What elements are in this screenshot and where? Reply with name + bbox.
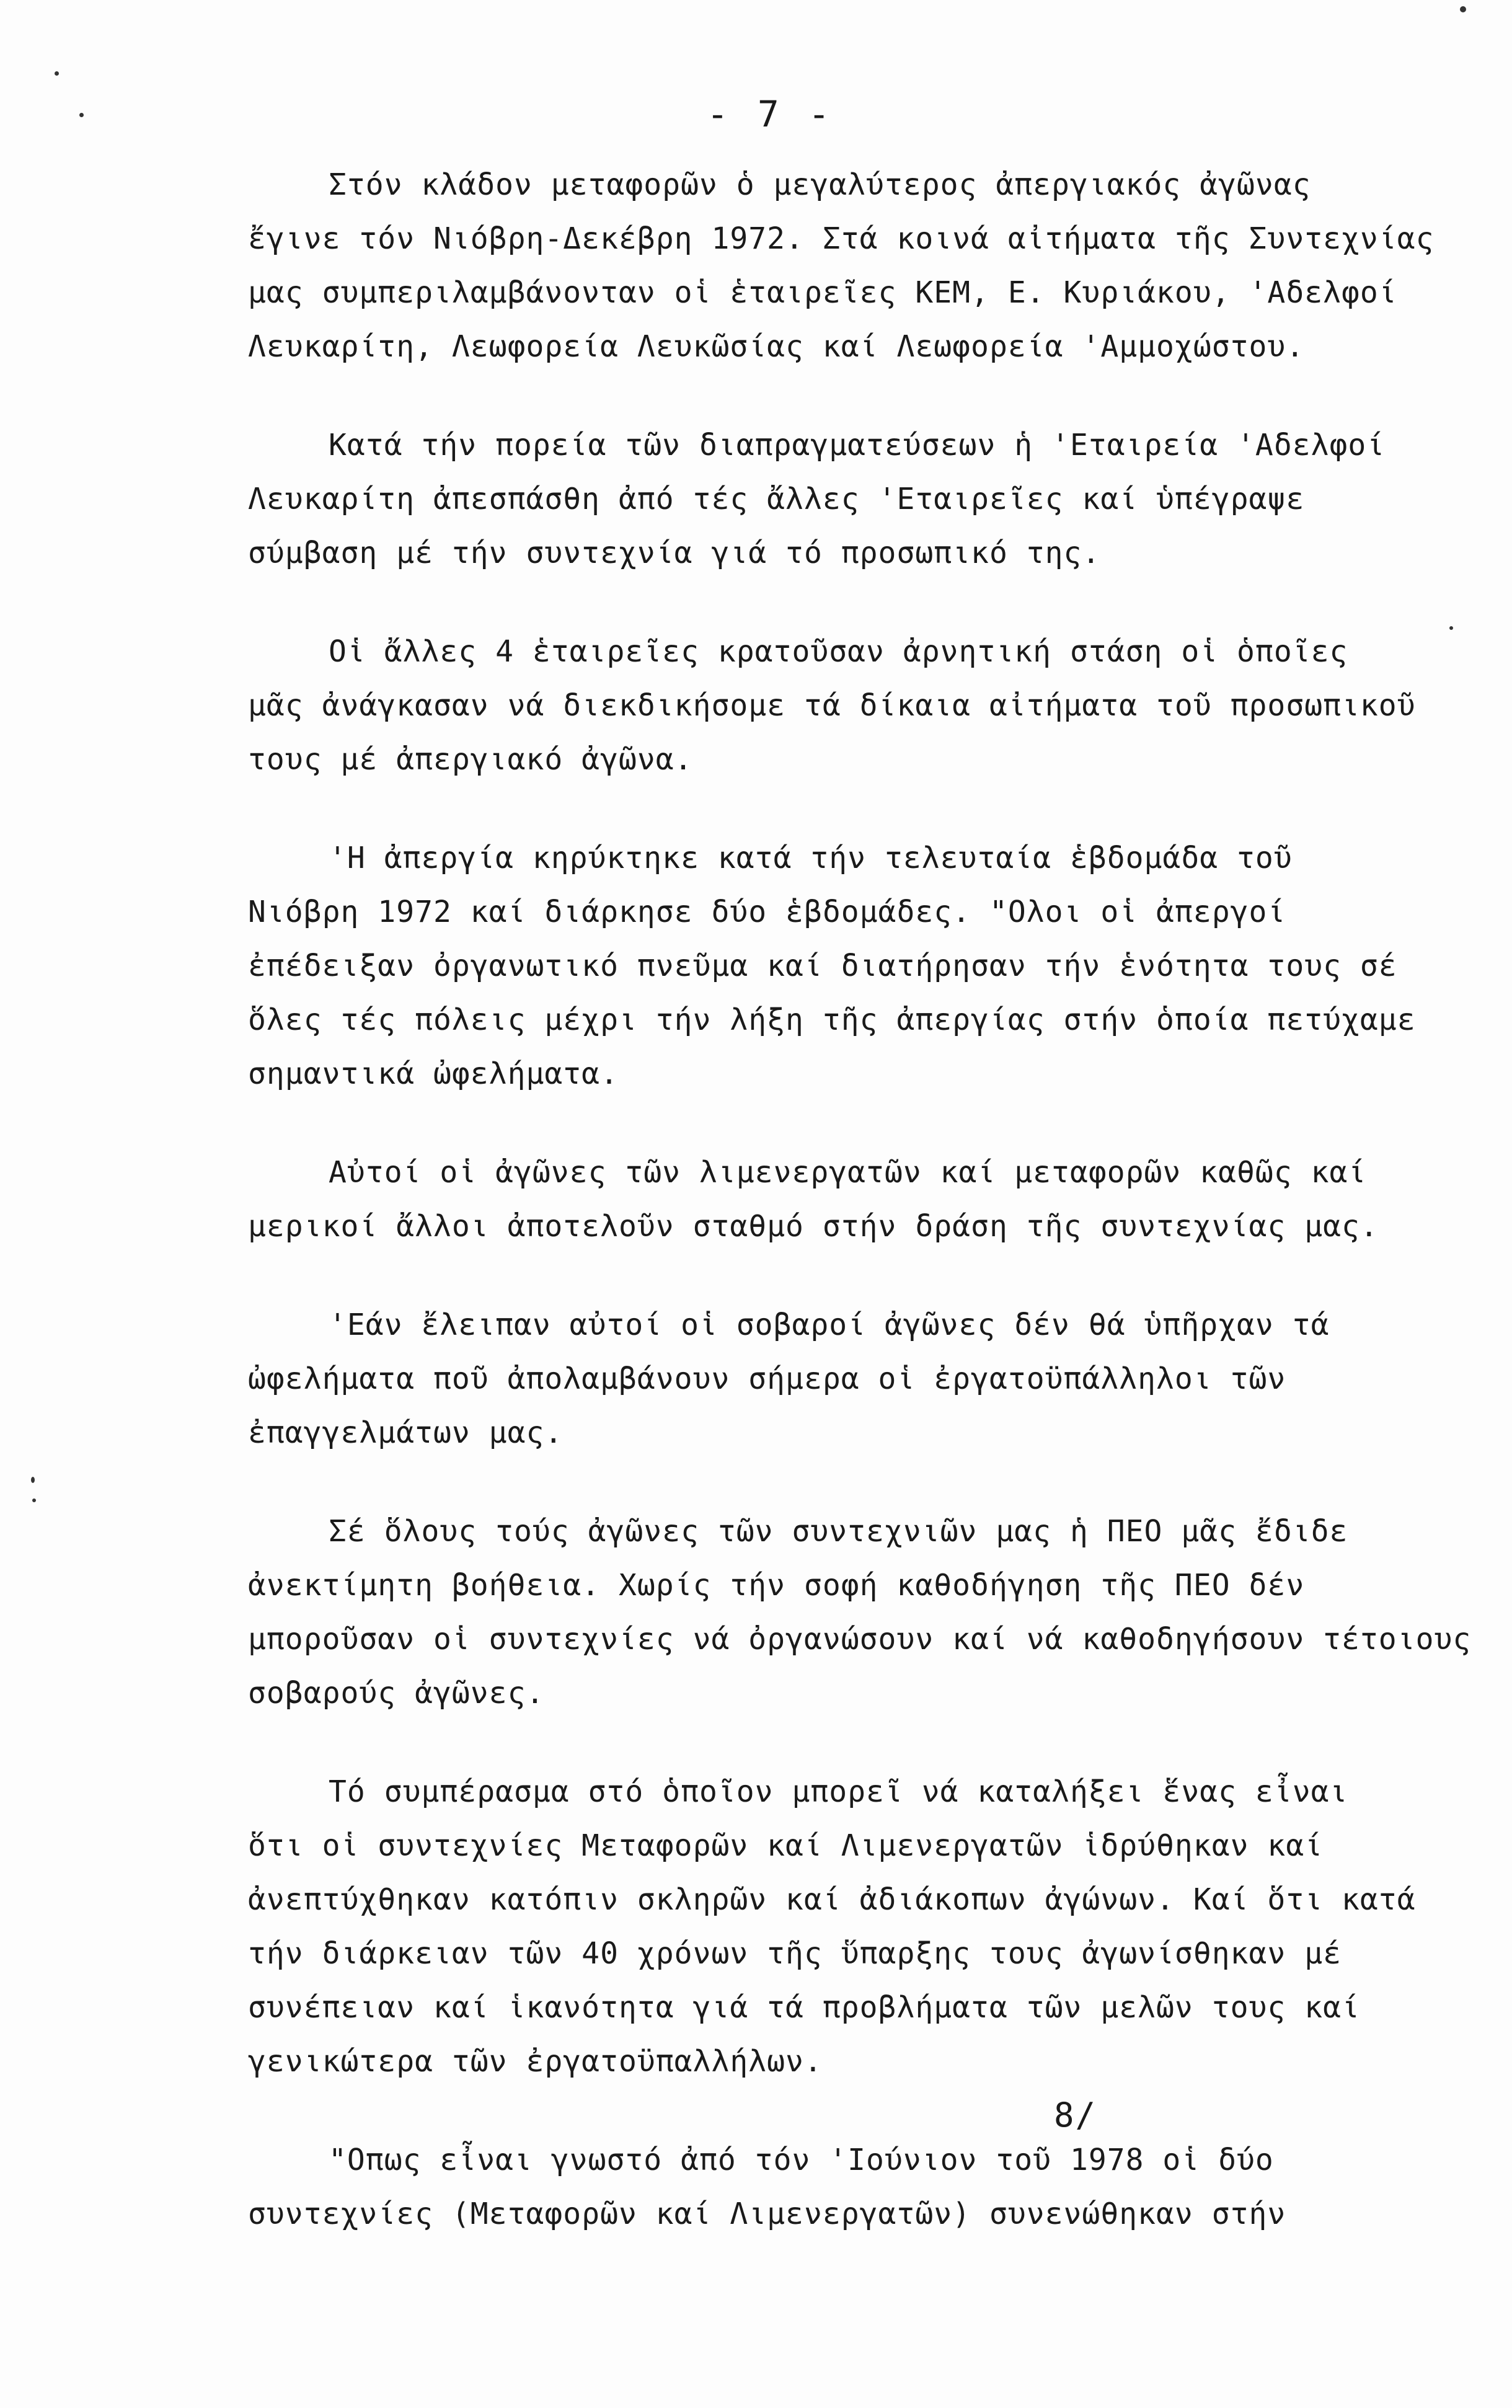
- text-line: ὅλες τές πόλεις μέχρι τήν λήξη τῆς ἀπεργίας στήν ὁποία πετύχαμε: [248, 1003, 1416, 1037]
- text-line: ἐπέδειξαν ὀργανωτικό πνεῦμα καί διατήρησαν τήν ἑνότητα τους σέ: [248, 949, 1397, 983]
- page-number: - 7 -: [707, 93, 834, 135]
- text-line: συνέπειαν καί ἱκανότητα γιά τά προβλήματα τῶν μελῶν τους καί: [248, 1990, 1360, 2025]
- text-line: μποροῦσαν οἱ συντεχνίες νά ὀργανώσουν καί νά καθοδηγήσουν τέτοιους: [248, 1622, 1472, 1657]
- text-line: τους μέ ἀπεργιακό ἀγῶνα.: [248, 742, 693, 777]
- scan-speck: [32, 1498, 36, 1502]
- text-line: Αὐτοί οἱ ἀγῶνες τῶν λιμενεργατῶν καί μεταφορῶν καθῶς καί: [329, 1155, 1367, 1190]
- text-line: Σέ ὅλους τούς ἀγῶνες τῶν συντεχνιῶν μας ἡ ΠΕΟ μᾶς ἔδιδε: [329, 1514, 1348, 1549]
- scan-speck: [1460, 6, 1466, 12]
- text-line: Στόν κλάδον μεταφορῶν ὁ μεγαλύτερος ἀπεργιακός ἀγῶνας: [329, 167, 1311, 202]
- text-line: Οἱ ἄλλες 4 ἑταιρεῖες κρατοῦσαν ἀρνητική στάση οἱ ὁποῖες: [329, 634, 1348, 669]
- paragraph-5: [248, 1146, 1463, 1254]
- scan-speck: [79, 113, 84, 117]
- paragraph-1: [248, 158, 1463, 374]
- text-line: μᾶς ἀνάγκασαν νά διεκδικήσομε τά δίκαια αἰτήματα τοῦ προσωπικοῦ: [248, 688, 1416, 723]
- text-line: Λευκαρίτη ἀπεσπάσθη ἀπό τές ἄλλες 'Εταιρεῖες καί ὑπέγραψε: [248, 482, 1305, 516]
- text-line: "Οπως εἶναι γνωστό ἀπό τόν 'Ιούνιον τοῦ 1978 οἱ δύο: [329, 2143, 1274, 2177]
- text-line: Κατά τήν πορεία τῶν διαπραγματεύσεων ἡ 'Εταιρεία 'Αδελφοί: [329, 428, 1386, 463]
- text-line: ἀνεκτίμητη βοήθεια. Χωρίς τήν σοφή καθοδήγηση τῆς ΠΕΟ δέν: [248, 1568, 1305, 1603]
- text-line: 'Η ἀπεργία κηρύκτηκε κατά τήν τελευταία ἑβδομάδα τοῦ: [329, 841, 1293, 875]
- text-line: σύμβαση μέ τήν συντεχνία γιά τό προσωπικό της.: [248, 536, 1101, 570]
- text-line: γενικώτερα τῶν ἐργατοϋπαλλήλων.: [248, 2044, 823, 2079]
- scan-speck: [31, 1477, 35, 1483]
- text-line: σοβαρούς ἀγῶνες.: [248, 1676, 545, 1711]
- paragraph-3: [248, 625, 1463, 787]
- text-line: Λευκαρίτη, Λεωφορεία Λευκῶσίας καί Λεωφορεία 'Αμμοχώστου.: [248, 329, 1305, 364]
- text-line: Τό συμπέρασμα στό ὁποῖον μπορεῖ νά καταλήξει ἕνας εἶναι: [329, 1774, 1348, 1809]
- paragraph-9: [248, 2133, 1463, 2241]
- paragraph-6: [248, 1298, 1463, 1460]
- text-line: σημαντικά ὠφελήματα.: [248, 1056, 619, 1091]
- text-line: τήν διάρκειαν τῶν 40 χρόνων τῆς ὕπαρξης τους ἀγωνίσθηκαν μέ: [248, 1936, 1342, 1971]
- text-line: 'Εάν ἔλειπαν αὐτοί οἱ σοβαροί ἀγῶνες δέν θά ὑπῆρχαν τά: [329, 1308, 1330, 1342]
- text-line: Νιόβρη 1972 καί διάρκησε δύο ἑβδομάδες. "Ολοι οἱ ἀπεργοί: [248, 895, 1286, 929]
- text-line: μας συμπεριλαμβάνονταν οἱ ἑταιρεῖες ΚΕΜ, Ε. Κυριάκου, 'Αδελφοί: [248, 275, 1397, 310]
- paragraph-8: [248, 1765, 1463, 2089]
- paragraph-2: [248, 418, 1463, 580]
- paragraph-4: [248, 831, 1463, 1101]
- scan-speck: [55, 71, 59, 76]
- text-line: ἀνεπτύχθηκαν κατόπιν σκληρῶν καί ἀδιάκοπων ἀγώνων. Καί ὅτι κατά: [248, 1882, 1416, 1917]
- paragraph-7: [248, 1505, 1472, 1720]
- text-line: ὠφελήματα ποῦ ἀπολαμβάνουν σήμερα οἱ ἐργατοϋπάλληλοι τῶν: [248, 1361, 1286, 1396]
- text-line: ὅτι οἱ συντεχνίες Μεταφορῶν καί Λιμενεργατῶν ἱδρύθηκαν καί: [248, 1828, 1324, 1863]
- continuation-marker: 8/: [1054, 2096, 1097, 2135]
- document-body: [248, 158, 1472, 2286]
- scan-speck: [1449, 626, 1453, 630]
- text-line: μερικοί ἄλλοι ἀποτελοῦν σταθμό στήν δράση τῆς συντεχνίας μας.: [248, 1209, 1379, 1244]
- text-line: συντεχνίες (Μεταφορῶν καί Λιμενεργατῶν) συνενώθηκαν στήν: [248, 2197, 1286, 2231]
- text-line: ἐπαγγελμάτων μας.: [248, 1415, 564, 1450]
- text-line: ἔγινε τόν Νιόβρη-Δεκέβρη 1972. Στά κοινά αἰτήματα τῆς Συντεχνίας: [248, 221, 1435, 256]
